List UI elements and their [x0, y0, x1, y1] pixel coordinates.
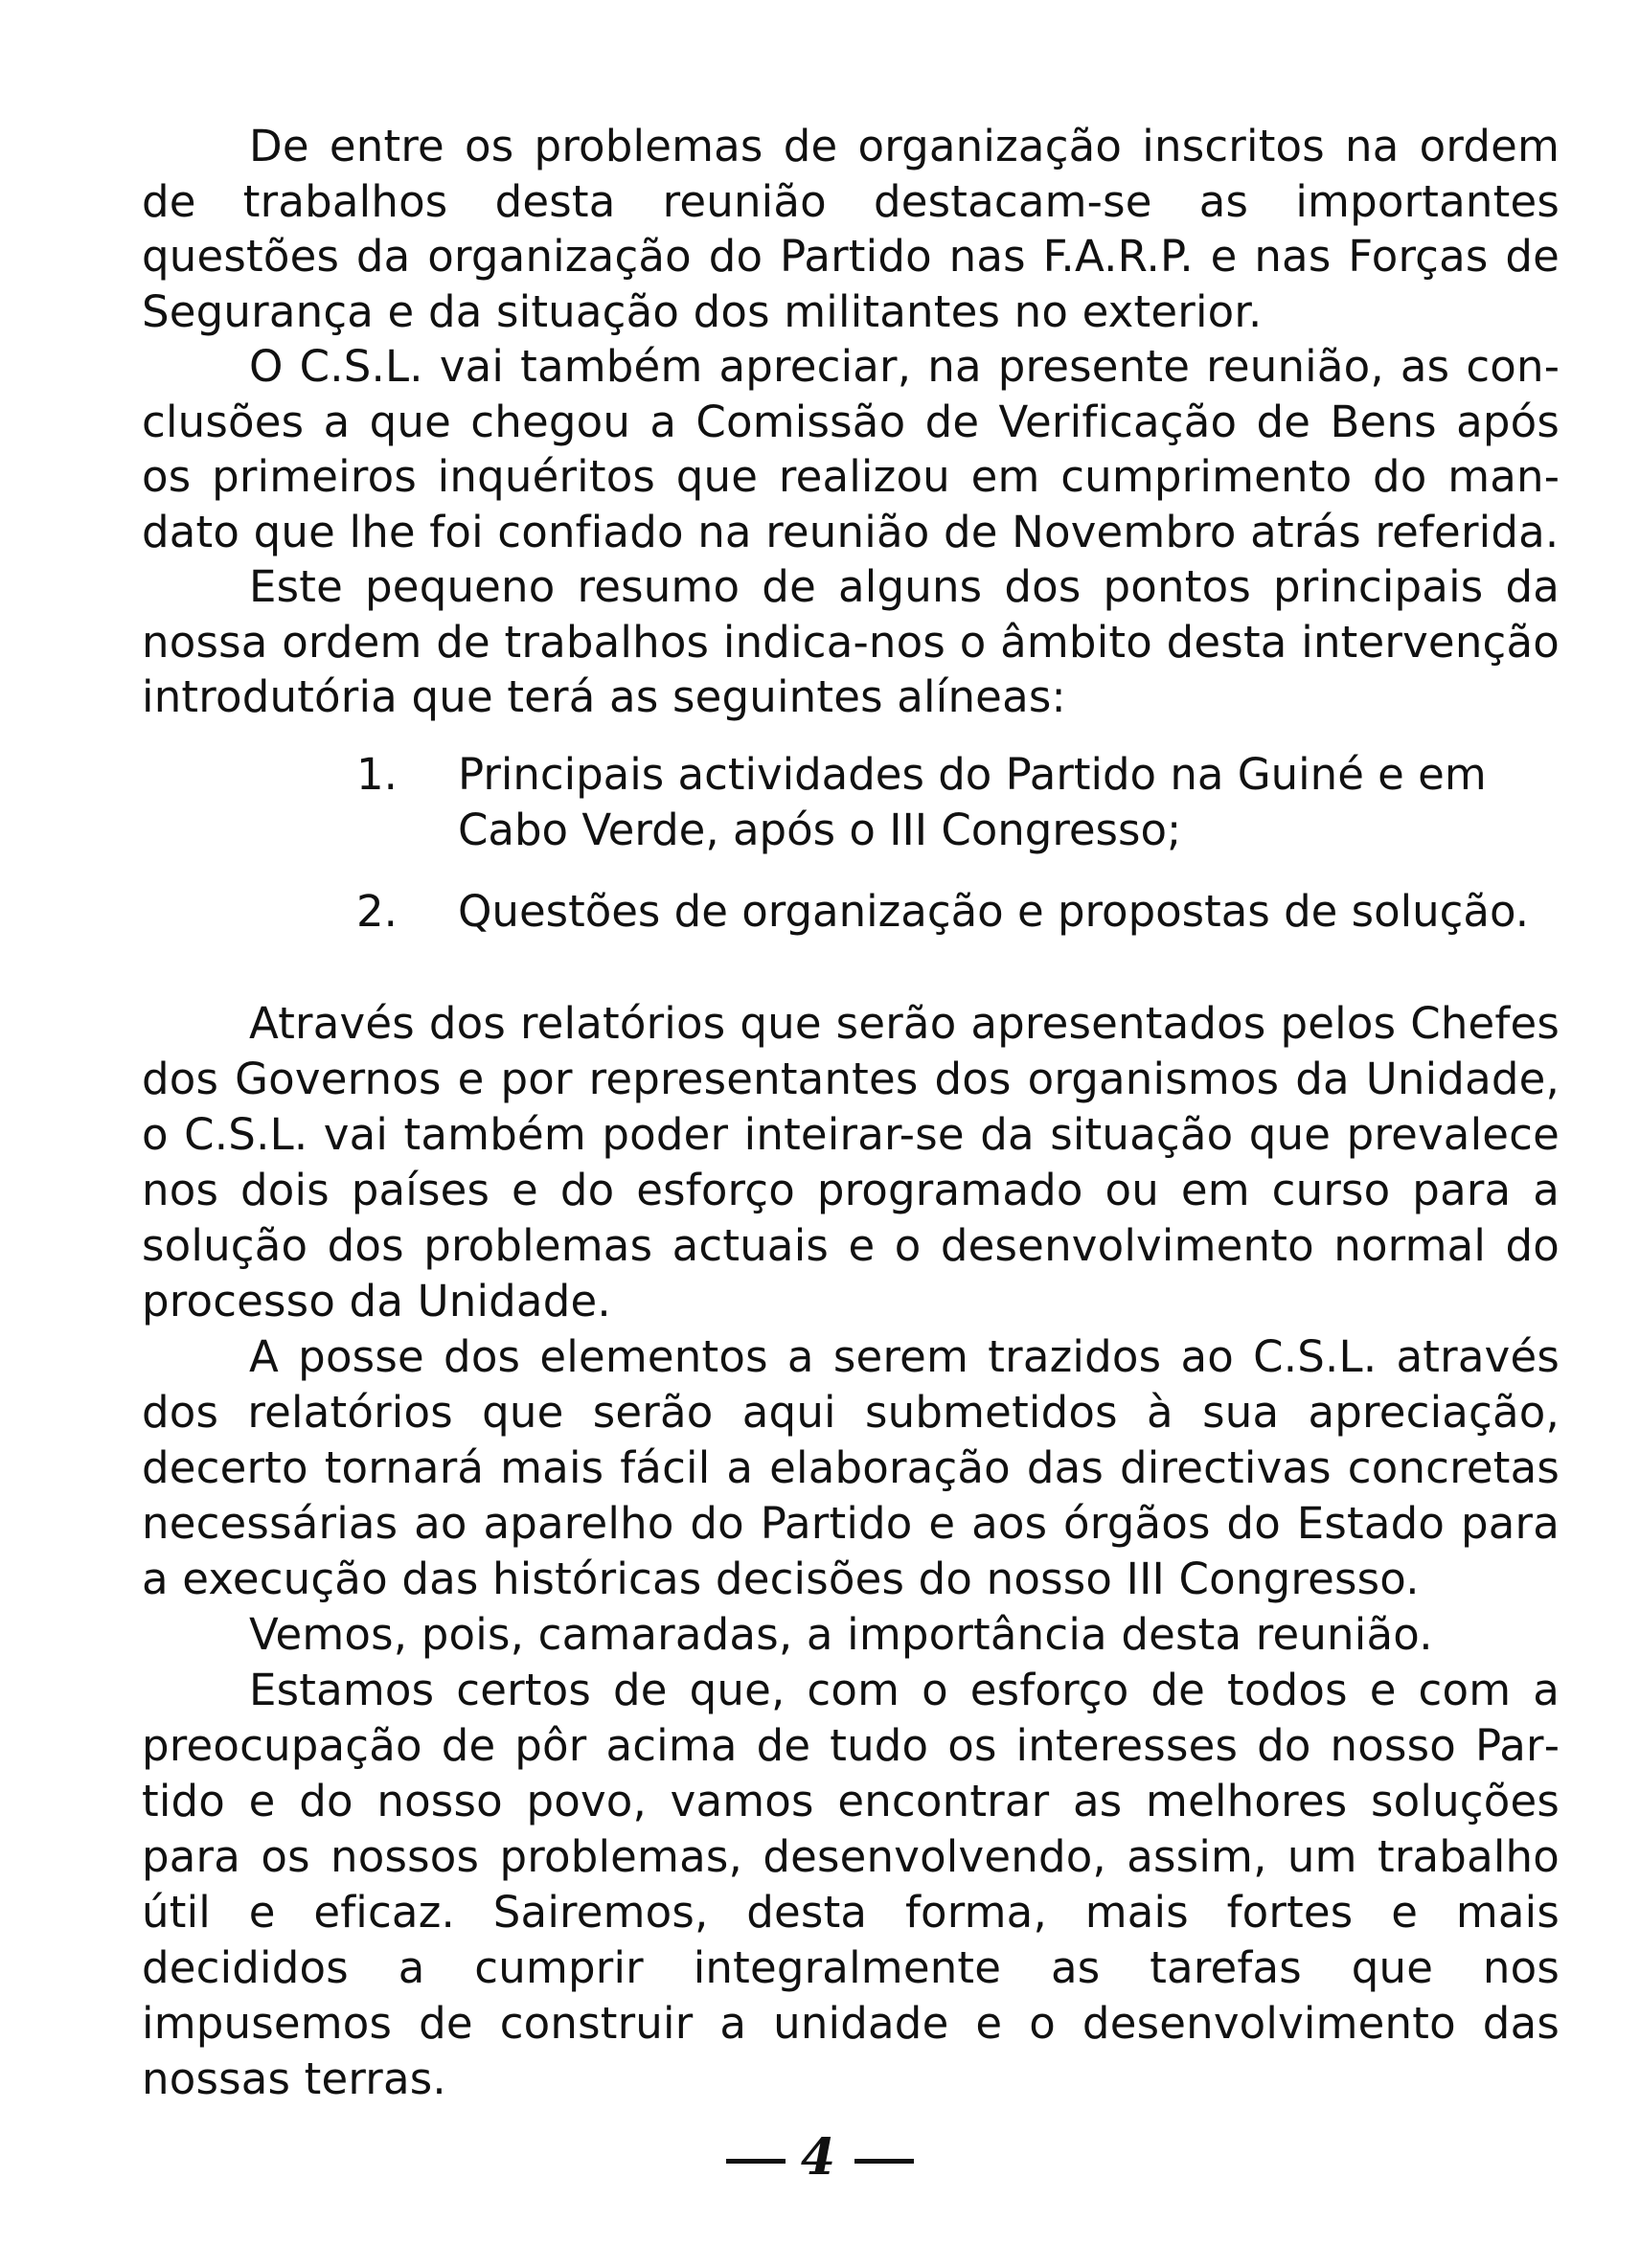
text-block-top — [142, 119, 1560, 725]
dash-right — [854, 2159, 914, 2164]
paragraph: Este pequeno resumo de alguns dos pontos principais da nossa ordem de trabalhos indica-nos o âmbito desta intervenção introdutória que terá as seguintes alíneas: — [142, 561, 1560, 722]
list-item-number: 2. — [356, 886, 398, 937]
paragraph: Vemos, pois, camaradas, a importância desta reunião. — [249, 1609, 1433, 1660]
paragraph: Através dos relatórios que serão apresentados pelos Chefes dos Governos e por representantes dos organismos da Unidade, o C.S.L. vai também poder inteirar-se da situação que prevalece nos dois países e do esforço programado ou em curso para a solução dos problemas actuais e o desenvolvimento normal do processo da Unidade. — [142, 998, 1560, 1327]
list-item-text: Questões de organização e propostas de solução. — [458, 886, 1530, 937]
text-block-bottom — [142, 996, 1560, 2107]
page-number-value: 4 — [800, 2128, 840, 2187]
page-number — [0, 2128, 1640, 2187]
paragraph: Estamos certos de que, com o esforço de todos e com a preocupação de pôr acima de tudo os interesses do nosso Partido e do nosso povo, vamos encontrar as melhores soluções para os nossos problemas, desenvolvendo, assim, um trabalho útil e eficaz. Sairemos, desta forma, mais fortes e mais decididos a cumprir integralmente as tarefas que nos impusemos de construir a unidade e o desenvolvimento das nossas terras. — [142, 1665, 1560, 2104]
list-item-number: 1. — [356, 749, 398, 800]
paragraph: De entre os problemas de organização inscritos na ordem de trabalhos desta reunião destacam-se as importantes questões da organização do Partido nas F.A.R.P. e nas Forças de Segurança e da situação dos militantes no exterior. — [142, 121, 1560, 337]
list-item-text: Principais actividades do Partido na Guiné e em Cabo Verde, após o III Congresso; — [458, 749, 1487, 855]
agenda-list — [356, 747, 1561, 966]
paragraph: A posse dos elementos a serem trazidos ao C.S.L. através dos relatórios que serão aqui submetidos à sua apreciação, decerto tornará mais fácil a elaboração das directivas concretas necessárias ao aparelho do Partido e aos órgãos do Estado para a execução das históricas decisões do nosso III Congresso. — [142, 1331, 1560, 1604]
dash-left — [726, 2159, 786, 2164]
paragraph: O C.S.L. vai também apreciar, na presente reunião, as conclusões a que chegou a Comissão de Verificação de Bens após os primeiros inquéritos que realizou em cumprimento do mandato que lhe foi confiado na reunião de Novembro atrás referida. — [142, 341, 1560, 557]
list-item — [356, 747, 1561, 857]
list-item — [356, 884, 1561, 940]
